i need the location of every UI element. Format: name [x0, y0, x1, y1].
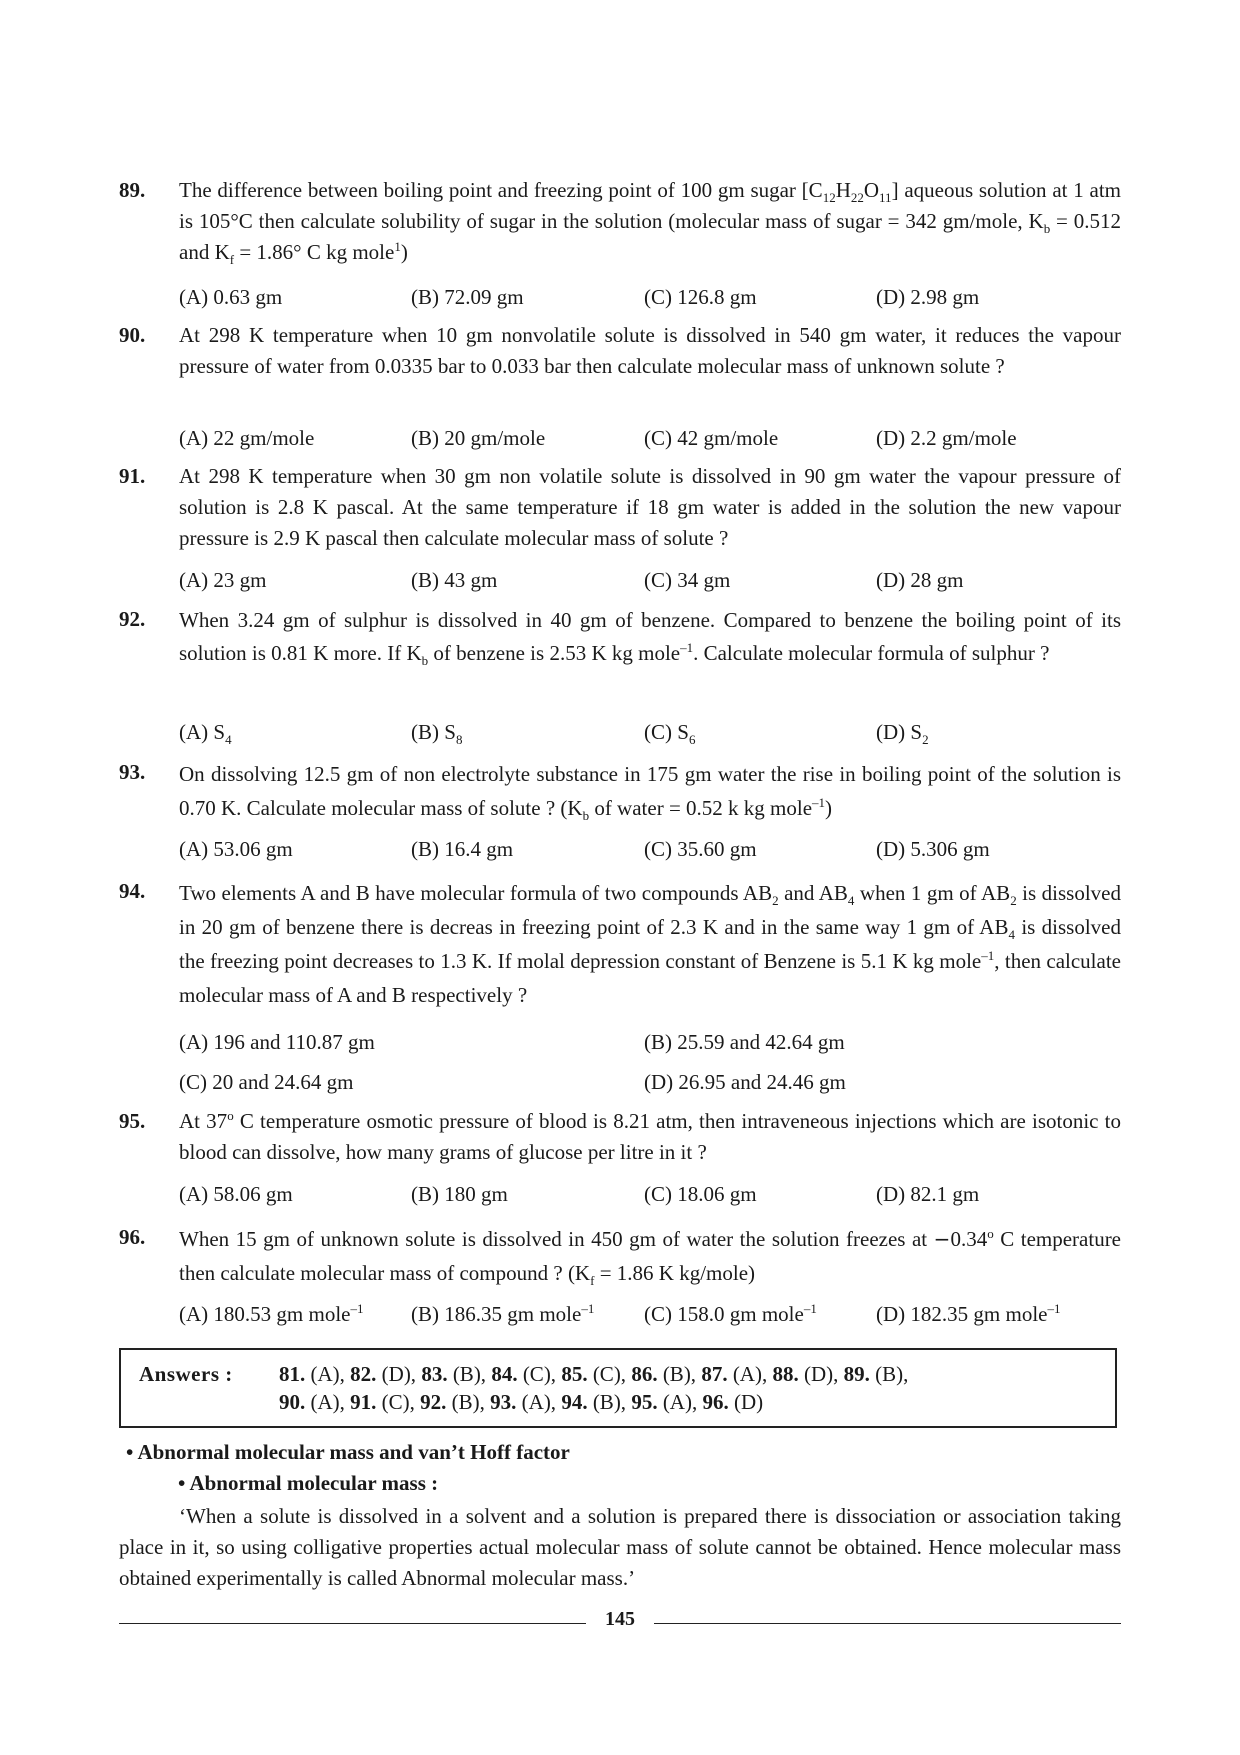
- option-c[interactable]: (C) $S_6$: [644, 720, 696, 748]
- option-d[interactable]: (D) 26.95 and 24.46 gm: [644, 1070, 846, 1094]
- section-heading: • Abnormal molecular mass and van’t Hoff factor: [126, 1440, 570, 1464]
- option-b[interactable]: (B) 180 gm: [411, 1182, 508, 1206]
- option-c[interactable]: (C) 126.8 gm: [644, 285, 757, 309]
- answers-box: [119, 1348, 1117, 1428]
- option-c[interactable]: (C) 34 gm: [644, 568, 731, 592]
- section-subheading: • Abnormal molecular mass :: [178, 1471, 439, 1495]
- option-a[interactable]: (A) 180.53 gm mole$^{-1}$: [179, 1301, 364, 1326]
- option-b[interactable]: (B) 72.09 gm: [411, 285, 524, 309]
- question-text: At 298 K temperature when 30 gm non volatile solute is dissolved in 90 gm water the vapour pressure of solution is 2.8 K pascal. At the same temperature if 18 gm water is added in the solution the new vapour pressure is 2.9 K pascal then calculate molecular mass of solute ?: [179, 464, 1121, 550]
- option-d[interactable]: (D) 2.2 gm/mole: [876, 426, 1017, 450]
- option-c[interactable]: (C) 42 gm/mole: [644, 426, 779, 450]
- question-number: 94.: [119, 879, 146, 903]
- question-91: [119, 461, 1121, 554]
- question-92: [119, 604, 1121, 670]
- question-text: When 3.24 gm of sulphur is dissolved in 40 gm of benzene. Compared to benzene the boiling point of its solution is 0.81 K more. If $K_b$ of benzene is 2.53 K kg mole$^{-1}$. Calculate molecular formula of sulphur ?: [179, 608, 1121, 669]
- footer-rule-left: [119, 1623, 586, 1624]
- answers-line-2: 90. (A), 91. (C), 92. (B), 93. (A), 94. (B), 95. (A), 96. (D): [279, 1390, 764, 1414]
- question-text: At 298 K temperature when 10 gm nonvolatile solute is dissolved in 540 gm water, it reduces the vapour pressure of water from 0.0335 bar to 0.033 bar then calculate molecular mass of unknown solute ?: [179, 323, 1121, 378]
- option-d[interactable]: (D) 5.306 gm: [876, 837, 990, 861]
- question-text: At 37$^o$ C temperature osmotic pressure of blood is 8.21 atm, then intraveneous injections which are isotonic to blood can dissolve, how many grams of glucose per litre in it ?: [179, 1108, 1122, 1164]
- page-number: 145: [605, 1608, 635, 1630]
- option-a[interactable]: (A) 196 and 110.87 gm: [179, 1030, 375, 1054]
- question-95: [119, 1106, 1121, 1168]
- question-number: 96.: [119, 1225, 146, 1249]
- option-d[interactable]: (D) 82.1 gm: [876, 1182, 980, 1206]
- question-text: When 15 gm of unknown solute is dissolved in 450 gm of water the solution freezes at $-0.34^o$ C temperature then calculate molecular mass of compound ? ($K_f = 1.86$ K kg/mole): [179, 1226, 1122, 1289]
- question-text: The difference between boiling point and freezing point of 100 gm sugar $[C_{12}H_{22}O_{11}]$ aqueous solution at 1 atm is 105°C then calculate solubility of sugar in the solution (molecular mass of sugar = 342 gm/mole, $K_b = 0.512$ and $K_f = 1.86^\circ$ C kg mole$^1$): [179, 178, 1122, 268]
- option-d[interactable]: (D) $S_2$: [876, 720, 929, 748]
- question-text: On dissolving 12.5 gm of non electrolyte substance in 175 gm water the rise in boiling point of the solution is 0.70 K. Calculate molecular mass of solute ? ($K_b$ of water = 0.52 k kg mole$^{-1}$): [179, 762, 1121, 824]
- option-a[interactable]: (A) 23 gm: [179, 568, 267, 592]
- section-paragraph: ‘When a solute is dissolved in a solvent and a solution is prepared there is dissociation or association taking place in it, so using colligative properties actual molecular mass of solute cannot be obtained. Hence molecular mass obtained experimentally is called Abnormal molecular mass.’: [119, 1504, 1121, 1590]
- option-a[interactable]: (A) 22 gm/mole: [179, 426, 315, 450]
- option-b[interactable]: (B) 16.4 gm: [411, 837, 514, 861]
- option-c[interactable]: (C) 158.0 gm mole$^{-1}$: [644, 1301, 817, 1326]
- answers-line-1: 81. (A), 82. (D), 83. (B), 84. (C), 85. (C), 86. (B), 87. (A), 88. (D), 89. (B),: [279, 1362, 909, 1386]
- option-b[interactable]: (B) 20 gm/mole: [411, 426, 546, 450]
- question-90: [119, 320, 1121, 382]
- option-b[interactable]: (B) $S_8$: [411, 720, 463, 748]
- question-94: [119, 876, 1121, 1012]
- option-a[interactable]: (A) 0.63 gm: [179, 285, 283, 309]
- question-number: 90.: [119, 323, 146, 347]
- option-a[interactable]: (A) 58.06 gm: [179, 1182, 293, 1206]
- option-d[interactable]: (D) 28 gm: [876, 568, 964, 592]
- option-b[interactable]: (B) 25.59 and 42.64 gm: [644, 1030, 845, 1054]
- option-a[interactable]: (A) $S_4$: [179, 720, 232, 748]
- footer-rule-right: [654, 1623, 1121, 1624]
- question-number: 89.: [119, 178, 146, 202]
- question-93: [119, 757, 1121, 825]
- option-d[interactable]: (D) 2.98 gm: [876, 285, 980, 309]
- question-96: [119, 1222, 1121, 1290]
- question-number: 93.: [119, 760, 146, 784]
- option-a[interactable]: (A) 53.06 gm: [179, 837, 293, 861]
- question-number: 92.: [119, 607, 146, 631]
- option-d[interactable]: (D) 182.35 gm mole$^{-1}$: [876, 1301, 1061, 1326]
- option-b[interactable]: (B) 43 gm: [411, 568, 498, 592]
- question-number: 95.: [119, 1109, 146, 1133]
- question-number: 91.: [119, 464, 146, 488]
- answers-label: Answers :: [139, 1362, 233, 1386]
- option-c[interactable]: (C) 18.06 gm: [644, 1182, 757, 1206]
- option-b[interactable]: (B) 186.35 gm mole$^{-1}$: [411, 1301, 595, 1326]
- option-c[interactable]: (C) 35.60 gm: [644, 837, 757, 861]
- question-text: Two elements A and B have molecular formula of two compounds $AB_2$ and $AB_4$ when 1 gm of $AB_2$ is dissolved in 20 gm of benzene there is decreas in freezing point of 2.3 K and in the same way 1 gm of $AB_4$ is dissolved the freezing point decreases to 1.3 K. If molal depression constant of Benzene is 5.1 K kg mole$^{-1}$, then calculate molecular mass of A and B respectively ?: [179, 881, 1122, 1007]
- question-89: [119, 175, 1121, 268]
- option-c[interactable]: (C) 20 and 24.64 gm: [179, 1070, 354, 1094]
